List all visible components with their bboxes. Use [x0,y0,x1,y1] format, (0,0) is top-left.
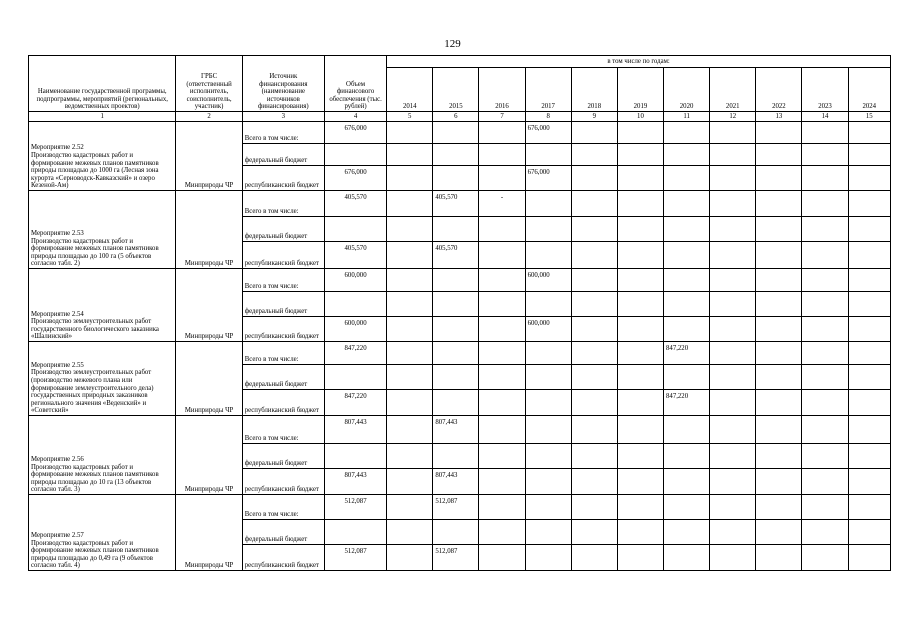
year-value-2015 [433,166,479,191]
year-value-2015 [433,122,479,144]
header-year-2015: 2015 [433,68,479,112]
year-value-2020: 847,220 [664,390,710,416]
activity-grbs: Минприроды ЧР [176,416,242,495]
year-value-2021 [710,545,756,571]
year-value-2020 [664,545,710,571]
header-year-2017: 2017 [525,68,571,112]
year-value-2020 [664,292,710,317]
year-value-2022 [756,416,802,444]
year-value-2018 [571,469,617,495]
year-value-2021 [710,520,756,545]
year-value-2020 [664,144,710,166]
activity-name: Мероприятие 2.55 Производство землеустроительных работ (производство межевого плана или формирование землеустроительного дела) государственных природных заказников регионального значения «Веденский» и «Советский» [29,342,176,416]
year-value-2015: 512,087 [433,495,479,520]
activity-grbs: Минприроды ЧР [176,342,242,416]
year-value-2022 [756,122,802,144]
year-value-2019 [617,469,663,495]
year-value-2023 [802,191,848,217]
volume-total: 807,443 [324,469,386,495]
header-year-group: в том числе по годам: [387,56,891,68]
finance-table [28,55,891,571]
year-value-2018 [571,390,617,416]
column-number: 11 [664,112,710,122]
year-value-2018 [571,122,617,144]
year-value-2022 [756,269,802,292]
year-value-2016 [479,545,525,571]
header-year-2019: 2019 [617,68,663,112]
year-value-2021 [710,122,756,144]
year-value-2016 [479,469,525,495]
header-source: Источник финансирования (наименование источников финансирования) [242,56,324,112]
year-value-2023 [802,469,848,495]
year-value-2023 [802,292,848,317]
year-value-2020 [664,217,710,242]
year-value-2022 [756,191,802,217]
year-value-2016 [479,495,525,520]
year-value-2014 [387,545,433,571]
year-value-2020 [664,191,710,217]
year-value-2022 [756,390,802,416]
year-value-2022 [756,217,802,242]
year-value-2020 [664,444,710,469]
year-value-2022 [756,292,802,317]
column-number: 4 [324,112,386,122]
year-value-2018 [571,317,617,342]
year-value-2017: 676,000 [525,122,571,144]
year-value-2014 [387,122,433,144]
activity-grbs: Минприроды ЧР [176,495,242,571]
year-value-2022 [756,166,802,191]
year-value-2024 [848,444,890,469]
year-value-2024 [848,342,890,365]
year-value-2014 [387,416,433,444]
funding-source: Всего в том числе: [242,495,324,520]
activity-grbs: Минприроды ЧР [176,191,242,269]
year-value-2020 [664,520,710,545]
header-name: Наименование государственной программы, подпрограммы, мероприятий (региональных, ведомственных проектов) [29,56,176,112]
year-value-2015 [433,317,479,342]
volume-total [324,444,386,469]
year-value-2021 [710,444,756,469]
volume-total: 847,220 [324,390,386,416]
year-value-2024 [848,469,890,495]
year-value-2015 [433,217,479,242]
year-value-2016: - [479,191,525,217]
funding-source: федеральный бюджет [242,365,324,390]
year-value-2017 [525,191,571,217]
year-value-2024 [848,292,890,317]
funding-source: федеральный бюджет [242,144,324,166]
year-value-2020 [664,242,710,269]
year-value-2016 [479,520,525,545]
column-number: 9 [571,112,617,122]
year-value-2024 [848,520,890,545]
year-value-2014 [387,166,433,191]
year-value-2017 [525,242,571,269]
year-value-2022 [756,242,802,269]
year-value-2024 [848,365,890,390]
year-value-2018 [571,444,617,469]
year-value-2019 [617,122,663,144]
year-value-2023 [802,342,848,365]
volume-total: 807,443 [324,416,386,444]
year-value-2020 [664,495,710,520]
year-value-2021 [710,269,756,292]
activity-name: Мероприятие 2.53 Производство кадастровых работ и формирование межевых планов памятников природы площадью до 100 га (5 объектов согласно табл. 2) [29,191,176,269]
year-value-2018 [571,242,617,269]
table-row [29,122,891,144]
year-value-2018 [571,365,617,390]
year-value-2016 [479,342,525,365]
year-value-2022 [756,545,802,571]
header-year-2018: 2018 [571,68,617,112]
activity-name: Мероприятие 2.54 Производство землеустроительных работ государственного биологического заказника «Шалинский» [29,269,176,342]
year-value-2021 [710,390,756,416]
year-value-2022 [756,365,802,390]
year-value-2017: 600,000 [525,317,571,342]
year-value-2014 [387,365,433,390]
table-row [29,342,891,365]
year-value-2024 [848,166,890,191]
year-value-2018 [571,416,617,444]
year-value-2023 [802,217,848,242]
year-value-2014 [387,342,433,365]
column-number: 2 [176,112,242,122]
year-value-2017 [525,444,571,469]
year-value-2021 [710,242,756,269]
year-value-2014 [387,292,433,317]
page-number: 129 [444,38,461,50]
year-value-2022 [756,342,802,365]
column-number: 13 [756,112,802,122]
year-value-2018 [571,217,617,242]
year-value-2021 [710,416,756,444]
year-value-2023 [802,545,848,571]
header-grbs: ГРБС (ответственный исполнитель, соисполнитель, участник) [176,56,242,112]
year-value-2014 [387,144,433,166]
year-value-2018 [571,191,617,217]
year-value-2016 [479,444,525,469]
year-value-2021 [710,317,756,342]
year-value-2022 [756,495,802,520]
year-value-2023 [802,495,848,520]
year-value-2024 [848,144,890,166]
year-value-2017: 600,000 [525,269,571,292]
year-value-2015: 512,087 [433,545,479,571]
year-value-2024 [848,317,890,342]
year-value-2016 [479,144,525,166]
year-value-2019 [617,390,663,416]
year-value-2019 [617,520,663,545]
funding-source: федеральный бюджет [242,520,324,545]
year-value-2021 [710,191,756,217]
year-value-2017 [525,390,571,416]
funding-source: федеральный бюджет [242,292,324,317]
year-value-2016 [479,390,525,416]
year-value-2019 [617,495,663,520]
volume-total: 600,000 [324,317,386,342]
activity-name: Мероприятие 2.52 Производство кадастровых работ и формирование межевых планов памятников природы площадью до 1000 га (Лесная зона курорта «Серноводск-Кавказский» и озеро Кезеной-Ам) [29,122,176,191]
year-value-2023 [802,520,848,545]
year-value-2016 [479,416,525,444]
table-row [29,495,891,520]
year-value-2017 [525,342,571,365]
activity-grbs: Минприроды ЧР [176,122,242,191]
funding-source: республиканский бюджет [242,390,324,416]
year-value-2015: 807,443 [433,416,479,444]
year-value-2017 [525,416,571,444]
year-value-2020 [664,469,710,495]
year-value-2023 [802,269,848,292]
column-number: 7 [479,112,525,122]
year-value-2024 [848,416,890,444]
volume-total: 405,570 [324,191,386,217]
year-value-2019 [617,416,663,444]
year-value-2024 [848,122,890,144]
year-value-2018 [571,166,617,191]
year-value-2023 [802,365,848,390]
year-value-2019 [617,342,663,365]
year-value-2014 [387,191,433,217]
column-number: 1 [29,112,176,122]
year-value-2017 [525,495,571,520]
header-year-2020: 2020 [664,68,710,112]
year-value-2014 [387,444,433,469]
year-value-2017 [525,144,571,166]
year-value-2019 [617,166,663,191]
year-value-2017 [525,469,571,495]
funding-source: республиканский бюджет [242,469,324,495]
year-value-2022 [756,469,802,495]
year-value-2024 [848,390,890,416]
header-volume: Объем финансового обеспечения (тыс. рублей) [324,56,386,112]
year-value-2020 [664,122,710,144]
funding-source: республиканский бюджет [242,545,324,571]
year-value-2019 [617,269,663,292]
funding-source: федеральный бюджет [242,217,324,242]
column-number: 14 [802,112,848,122]
year-value-2022 [756,444,802,469]
year-value-2015 [433,444,479,469]
year-value-2022 [756,144,802,166]
year-value-2022 [756,520,802,545]
year-value-2015 [433,365,479,390]
year-value-2015 [433,269,479,292]
year-value-2018 [571,495,617,520]
year-value-2019 [617,365,663,390]
activity-grbs: Минприроды ЧР [176,269,242,342]
activity-name: Мероприятие 2.56 Производство кадастровых работ и формирование межевых планов памятников природы площадью до 10 га (13 объектов согласно табл. 3) [29,416,176,495]
year-value-2018 [571,292,617,317]
volume-total [324,520,386,545]
header-year-2016: 2016 [479,68,525,112]
year-value-2024 [848,495,890,520]
year-value-2017 [525,217,571,242]
header-year-2022: 2022 [756,68,802,112]
year-value-2023 [802,444,848,469]
year-value-2014 [387,269,433,292]
year-value-2018 [571,520,617,545]
year-value-2023 [802,317,848,342]
funding-source: Всего в том числе: [242,269,324,292]
year-value-2015 [433,292,479,317]
year-value-2020 [664,166,710,191]
year-value-2019 [617,144,663,166]
year-value-2019 [617,444,663,469]
year-value-2023 [802,144,848,166]
funding-source: Всего в том числе: [242,342,324,365]
volume-total [324,217,386,242]
year-value-2016 [479,242,525,269]
column-number: 8 [525,112,571,122]
year-value-2020 [664,269,710,292]
year-value-2021 [710,469,756,495]
year-value-2016 [479,292,525,317]
year-value-2021 [710,495,756,520]
year-value-2023 [802,416,848,444]
year-value-2018 [571,269,617,292]
year-value-2017 [525,292,571,317]
year-value-2019 [617,317,663,342]
table-body [29,112,891,571]
year-value-2018 [571,545,617,571]
year-value-2016 [479,269,525,292]
year-value-2014 [387,242,433,269]
funding-source: Всего в том числе: [242,122,324,144]
year-value-2014 [387,520,433,545]
year-value-2016 [479,365,525,390]
year-value-2020 [664,416,710,444]
year-value-2014 [387,217,433,242]
year-value-2020 [664,317,710,342]
year-value-2016 [479,217,525,242]
column-number: 5 [387,112,433,122]
column-number: 3 [242,112,324,122]
year-value-2019 [617,217,663,242]
column-number: 15 [848,112,890,122]
year-value-2017: 676,000 [525,166,571,191]
year-value-2023 [802,390,848,416]
year-value-2015 [433,144,479,166]
funding-source: Всего в том числе: [242,191,324,217]
year-value-2014 [387,495,433,520]
year-value-2024 [848,217,890,242]
year-value-2021 [710,166,756,191]
table-header [29,56,891,112]
year-value-2017 [525,365,571,390]
header-year-2023: 2023 [802,68,848,112]
year-value-2015 [433,520,479,545]
year-value-2021 [710,292,756,317]
year-value-2015 [433,342,479,365]
year-value-2021 [710,217,756,242]
year-value-2015: 405,570 [433,191,479,217]
year-value-2023 [802,122,848,144]
funding-source: республиканский бюджет [242,317,324,342]
year-value-2021 [710,144,756,166]
volume-total: 847,220 [324,342,386,365]
volume-total: 405,570 [324,242,386,269]
year-value-2017 [525,545,571,571]
table-row [29,269,891,292]
year-value-2014 [387,390,433,416]
year-value-2023 [802,166,848,191]
column-number: 12 [710,112,756,122]
year-value-2021 [710,365,756,390]
column-number: 10 [617,112,663,122]
year-value-2024 [848,191,890,217]
volume-total: 676,000 [324,122,386,144]
year-value-2016 [479,317,525,342]
volume-total: 512,087 [324,545,386,571]
year-value-2021 [710,342,756,365]
year-value-2023 [802,242,848,269]
funding-source: федеральный бюджет [242,444,324,469]
column-numbers-row [29,112,891,122]
year-value-2019 [617,191,663,217]
volume-total: 600,000 [324,269,386,292]
year-value-2019 [617,242,663,269]
year-value-2016 [479,122,525,144]
year-value-2024 [848,545,890,571]
year-value-2024 [848,242,890,269]
year-value-2015: 807,443 [433,469,479,495]
volume-total [324,365,386,390]
volume-total [324,292,386,317]
year-value-2024 [848,269,890,292]
year-value-2016 [479,166,525,191]
header-year-2021: 2021 [710,68,756,112]
year-value-2014 [387,469,433,495]
funding-source: республиканский бюджет [242,242,324,269]
year-value-2015: 405,570 [433,242,479,269]
year-value-2015 [433,390,479,416]
table-row [29,191,891,217]
year-value-2018 [571,144,617,166]
header-year-2014: 2014 [387,68,433,112]
year-value-2020 [664,365,710,390]
year-value-2014 [387,317,433,342]
year-value-2019 [617,545,663,571]
year-value-2019 [617,292,663,317]
volume-total [324,144,386,166]
activity-name: Мероприятие 2.57 Производство кадастровых работ и формирование межевых планов памятников природы площадью до 0,49 га (9 объектов согласно табл. 4) [29,495,176,571]
year-value-2017 [525,520,571,545]
funding-source: Всего в том числе: [242,416,324,444]
year-value-2018 [571,342,617,365]
volume-total: 676,000 [324,166,386,191]
year-value-2020: 847,220 [664,342,710,365]
column-number: 6 [433,112,479,122]
funding-source: республиканский бюджет [242,166,324,191]
volume-total: 512,087 [324,495,386,520]
year-value-2022 [756,317,802,342]
table-row [29,416,891,444]
header-year-2024: 2024 [848,68,890,112]
